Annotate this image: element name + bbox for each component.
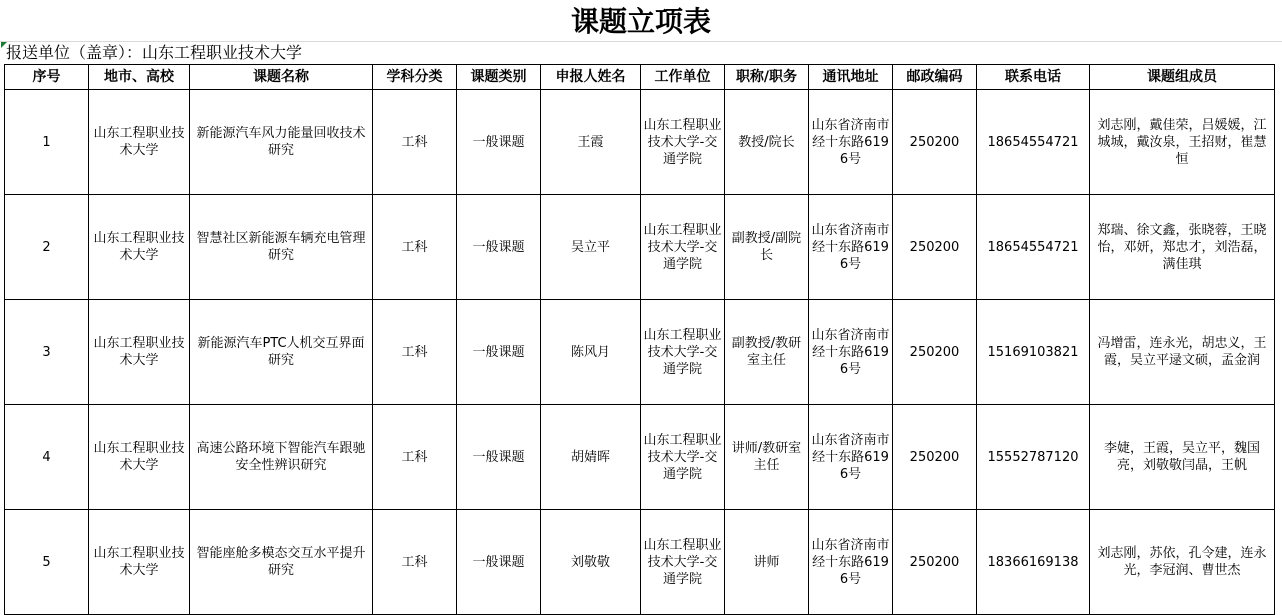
- cell-project-name[interactable]: 智慧社区新能源车辆充电管理研究: [190, 195, 373, 300]
- cell-project-type[interactable]: 一般课题: [457, 405, 541, 510]
- cell-title-post[interactable]: 讲师: [725, 510, 809, 615]
- cell-applicant[interactable]: 吴立平: [541, 195, 641, 300]
- cell-phone[interactable]: 15552787120: [977, 405, 1090, 510]
- cell-title-post[interactable]: 副教授/教研室主任: [725, 300, 809, 405]
- cell-postcode[interactable]: 250200: [893, 90, 977, 195]
- cell-project-type[interactable]: 一般课题: [457, 510, 541, 615]
- cell-address[interactable]: 山东省济南市经十东路6196号: [809, 90, 893, 195]
- sheet-title: 课题立项表: [570, 5, 711, 38]
- cell-index[interactable]: 4: [5, 405, 89, 510]
- header-postcode[interactable]: 邮政编码: [893, 65, 977, 90]
- cell-city-school[interactable]: 山东工程职业技术大学: [89, 300, 190, 405]
- cell-members[interactable]: 刘志刚，苏依，孔令建，连永光，李冠润、曹世杰: [1090, 510, 1275, 615]
- header-members[interactable]: 课题组成员: [1090, 65, 1275, 90]
- cell-phone[interactable]: 18654554721: [977, 195, 1090, 300]
- cell-postcode[interactable]: 250200: [893, 405, 977, 510]
- title-divider: [0, 41, 1282, 42]
- cell-index[interactable]: 1: [5, 90, 89, 195]
- cell-work-unit[interactable]: 山东工程职业技术大学-交通学院: [641, 405, 725, 510]
- cell-work-unit[interactable]: 山东工程职业技术大学-交通学院: [641, 195, 725, 300]
- cell-members[interactable]: 冯增雷，连永光，胡忠义，王霞，吴立平逯文硕，孟金润: [1090, 300, 1275, 405]
- cell-discipline[interactable]: 工科: [373, 300, 457, 405]
- table-row: [5, 300, 1275, 405]
- cell-project-name[interactable]: 新能源汽车PTC人机交互界面研究: [190, 300, 373, 405]
- cell-discipline[interactable]: 工科: [373, 405, 457, 510]
- cell-applicant[interactable]: 刘敬敬: [541, 510, 641, 615]
- header-work-unit[interactable]: 工作单位: [641, 65, 725, 90]
- cell-work-unit[interactable]: 山东工程职业技术大学-交通学院: [641, 90, 725, 195]
- header-city-school[interactable]: 地市、高校: [89, 65, 190, 90]
- cell-phone[interactable]: 15169103821: [977, 300, 1090, 405]
- cell-title-post[interactable]: 副教授/副院长: [725, 195, 809, 300]
- cell-city-school[interactable]: 山东工程职业技术大学: [89, 195, 190, 300]
- cell-index[interactable]: 5: [5, 510, 89, 615]
- cell-discipline[interactable]: 工科: [373, 90, 457, 195]
- cell-applicant[interactable]: 胡婧晖: [541, 405, 641, 510]
- header-applicant[interactable]: 申报人姓名: [541, 65, 641, 90]
- cell-city-school[interactable]: 山东工程职业技术大学: [89, 405, 190, 510]
- cell-project-type[interactable]: 一般课题: [457, 90, 541, 195]
- cell-project-type[interactable]: 一般课题: [457, 195, 541, 300]
- cell-city-school[interactable]: 山东工程职业技术大学: [89, 510, 190, 615]
- cell-project-name[interactable]: 高速公路环境下智能汽车跟驰安全性辨识研究: [190, 405, 373, 510]
- cell-project-type[interactable]: 一般课题: [457, 300, 541, 405]
- cell-applicant[interactable]: 王霞: [541, 90, 641, 195]
- header-row: [5, 65, 1275, 90]
- cell-members[interactable]: 郑瑞、徐文鑫，张晓蓉，王晓怡，邓妍，郑忠才，刘浩磊，满佳琪: [1090, 195, 1275, 300]
- cell-project-name[interactable]: 新能源汽车风力能量回收技术研究: [190, 90, 373, 195]
- cell-discipline[interactable]: 工科: [373, 510, 457, 615]
- cell-phone[interactable]: 18654554721: [977, 90, 1090, 195]
- cell-work-unit[interactable]: 山东工程职业技术大学-交通学院: [641, 510, 725, 615]
- header-index[interactable]: 序号: [5, 65, 89, 90]
- table-row: [5, 510, 1275, 615]
- cell-postcode[interactable]: 250200: [893, 300, 977, 405]
- cell-address[interactable]: 山东省济南市经十东路6196号: [809, 300, 893, 405]
- project-table: [4, 64, 1275, 615]
- cell-project-name[interactable]: 智能座舱多模态交互水平提升研究: [190, 510, 373, 615]
- header-project-name[interactable]: 课题名称: [190, 65, 373, 90]
- cell-address[interactable]: 山东省济南市经十东路6196号: [809, 405, 893, 510]
- header-address[interactable]: 通讯地址: [809, 65, 893, 90]
- header-title-post[interactable]: 职称/职务: [725, 65, 809, 90]
- cell-title-post[interactable]: 教授/院长: [725, 90, 809, 195]
- cell-address[interactable]: 山东省济南市经十东路6196号: [809, 195, 893, 300]
- cell-members[interactable]: 刘志刚，戴佳荣，吕媛媛，江城城，戴汝泉，王招财，崔慧恒: [1090, 90, 1275, 195]
- header-discipline[interactable]: 学科分类: [373, 65, 457, 90]
- cell-index[interactable]: 3: [5, 300, 89, 405]
- cell-discipline[interactable]: 工科: [373, 195, 457, 300]
- header-project-type[interactable]: 课题类别: [457, 65, 541, 90]
- cell-address[interactable]: 山东省济南市经十东路6196号: [809, 510, 893, 615]
- cell-phone[interactable]: 18366169138: [977, 510, 1090, 615]
- cell-title-post[interactable]: 讲师/教研室主任: [725, 405, 809, 510]
- table-row: [5, 405, 1275, 510]
- cell-postcode[interactable]: 250200: [893, 195, 977, 300]
- table-row: [5, 90, 1275, 195]
- cell-work-unit[interactable]: 山东工程职业技术大学-交通学院: [641, 300, 725, 405]
- cell-postcode[interactable]: 250200: [893, 510, 977, 615]
- cell-members[interactable]: 李婕，王霞，吴立平，魏国亮，刘敬敬闫晶，王帆: [1090, 405, 1275, 510]
- table-row: [5, 195, 1275, 300]
- header-phone[interactable]: 联系电话: [977, 65, 1090, 90]
- reporting-unit-line: 报送单位（盖章）：山东工程职业技术大学: [6, 43, 303, 62]
- cell-index[interactable]: 2: [5, 195, 89, 300]
- cell-applicant[interactable]: 陈风月: [541, 300, 641, 405]
- cell-city-school[interactable]: 山东工程职业技术大学: [89, 90, 190, 195]
